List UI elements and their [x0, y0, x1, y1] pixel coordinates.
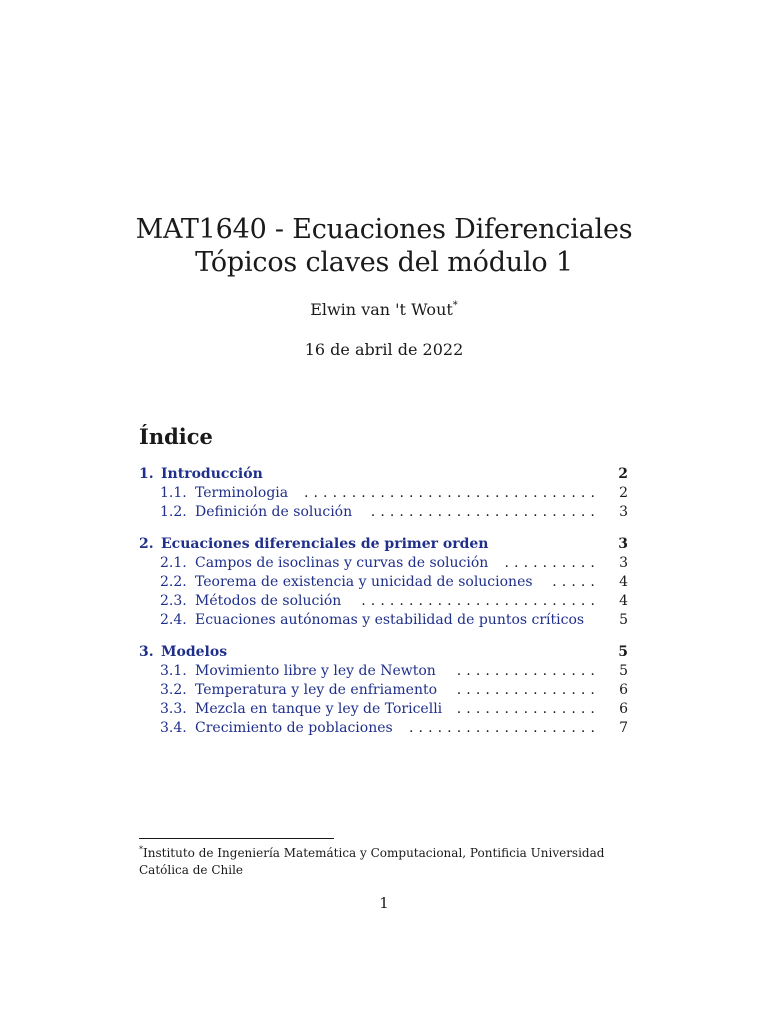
toc-entry-number: 2.1. [160, 555, 187, 571]
toc-entry-page: 3 [618, 536, 628, 552]
toc-subsection-entry[interactable] [139, 682, 628, 701]
toc-entry-title[interactable]: Teorema de existencia y unicidad de soluciones [195, 574, 533, 590]
footnote [139, 841, 629, 879]
document-title-line2: Tópicos claves del módulo 1 [195, 247, 573, 278]
toc-entry-number: 2.4. [160, 612, 187, 628]
toc-entry-title[interactable]: Campos de isoclinas y curvas de solución [195, 555, 489, 571]
toc-leader-dots: ..... [548, 574, 600, 590]
toc-leader-dots: ......................... [357, 593, 600, 609]
toc-entry-number: 1. [139, 466, 154, 482]
toc-leader-dots: ............................... [300, 485, 600, 501]
toc-subsection-entry[interactable] [139, 701, 628, 720]
toc-entry-title[interactable]: Métodos de solución [195, 593, 342, 609]
toc-entry-page: 4 [619, 593, 628, 609]
toc-entry-title[interactable]: Ecuaciones autónomas y estabilidad de puntos críticos [195, 612, 585, 628]
toc-entry-title[interactable]: Modelos [161, 644, 228, 660]
toc-entry-number: 3.4. [160, 720, 187, 736]
toc-entry-title[interactable]: Movimiento libre y ley de Newton [195, 663, 436, 679]
toc-section-entry[interactable] [139, 466, 628, 485]
toc-entry-number: 1.2. [160, 504, 187, 520]
toc-subsection-entry[interactable] [139, 485, 628, 504]
footnote-rule [139, 838, 334, 839]
toc-leader-dots: ............... [453, 682, 600, 698]
footnote-text: Instituto de Ingeniería Matemática y Computacional, Pontificia Universidad Católica de Chile [139, 846, 605, 877]
toc-heading: Índice [139, 424, 213, 449]
toc-entry-number: 2.2. [160, 574, 187, 590]
toc-entry-number: 2. [139, 536, 154, 552]
toc-entry-number: 3.2. [160, 682, 187, 698]
author [0, 300, 768, 319]
toc-subsection-entry[interactable] [139, 574, 628, 593]
toc-entry-title[interactable]: Definición de solución [195, 504, 353, 520]
toc-entry-title[interactable]: Crecimiento de poblaciones [195, 720, 393, 736]
toc-leader-dots: .................... [405, 720, 600, 736]
toc-subsection-entry[interactable] [139, 555, 628, 574]
toc-section-entry[interactable] [139, 536, 628, 555]
toc-entry-page: 2 [618, 466, 628, 482]
toc-subsection-entry[interactable] [139, 593, 628, 612]
toc-entry-page: 5 [619, 663, 628, 679]
toc-entry-number: 2.3. [160, 593, 187, 609]
toc-entry-page: 7 [619, 720, 628, 736]
toc-entry-number: 1.1. [160, 485, 187, 501]
toc-section-entry[interactable] [139, 644, 628, 663]
toc-entry-page: 3 [619, 504, 628, 520]
toc-entry-number: 3. [139, 644, 154, 660]
document-title-line1: MAT1640 - Ecuaciones Diferenciales [135, 214, 633, 245]
toc-entry-page: 5 [619, 612, 628, 628]
toc-entry-page: 6 [619, 682, 628, 698]
toc-entry-page: 4 [619, 574, 628, 590]
toc-leader-dots: ............... [453, 663, 600, 679]
toc-subsection-entry[interactable] [139, 504, 628, 523]
document-date: 16 de abril de 2022 [304, 340, 464, 359]
toc-leader-dots: ............... [453, 701, 600, 717]
toc-subsection-entry[interactable] [139, 663, 628, 682]
toc-entry-number: 3.1. [160, 663, 187, 679]
toc-leader-dots: ........................ [367, 504, 600, 520]
toc-entry-title[interactable]: Mezcla en tanque y ley de Toricelli [195, 701, 443, 717]
author-footnote-mark: * [452, 300, 458, 311]
page-number: 1 [379, 894, 389, 912]
toc-entry-title[interactable]: Ecuaciones diferenciales de primer orden [161, 536, 489, 552]
toc-entry-number: 3.3. [160, 701, 187, 717]
author-name: Elwin van 't Wout [310, 300, 453, 319]
toc-entry-title[interactable]: Introducción [161, 466, 263, 482]
toc-subsection-entry[interactable] [139, 612, 628, 631]
toc-leader-dots: .......... [500, 555, 600, 571]
toc-entry-page: 5 [618, 644, 628, 660]
toc-entry-page: 6 [619, 701, 628, 717]
toc-entry-page: 3 [619, 555, 628, 571]
toc-entry-page: 2 [619, 485, 628, 501]
footnote-mark: * [139, 845, 143, 854]
toc-subsection-entry[interactable] [139, 720, 628, 739]
toc-entry-title[interactable]: Temperatura y ley de enfriamento [195, 682, 438, 698]
toc-entry-title[interactable]: Terminologia [195, 485, 289, 501]
